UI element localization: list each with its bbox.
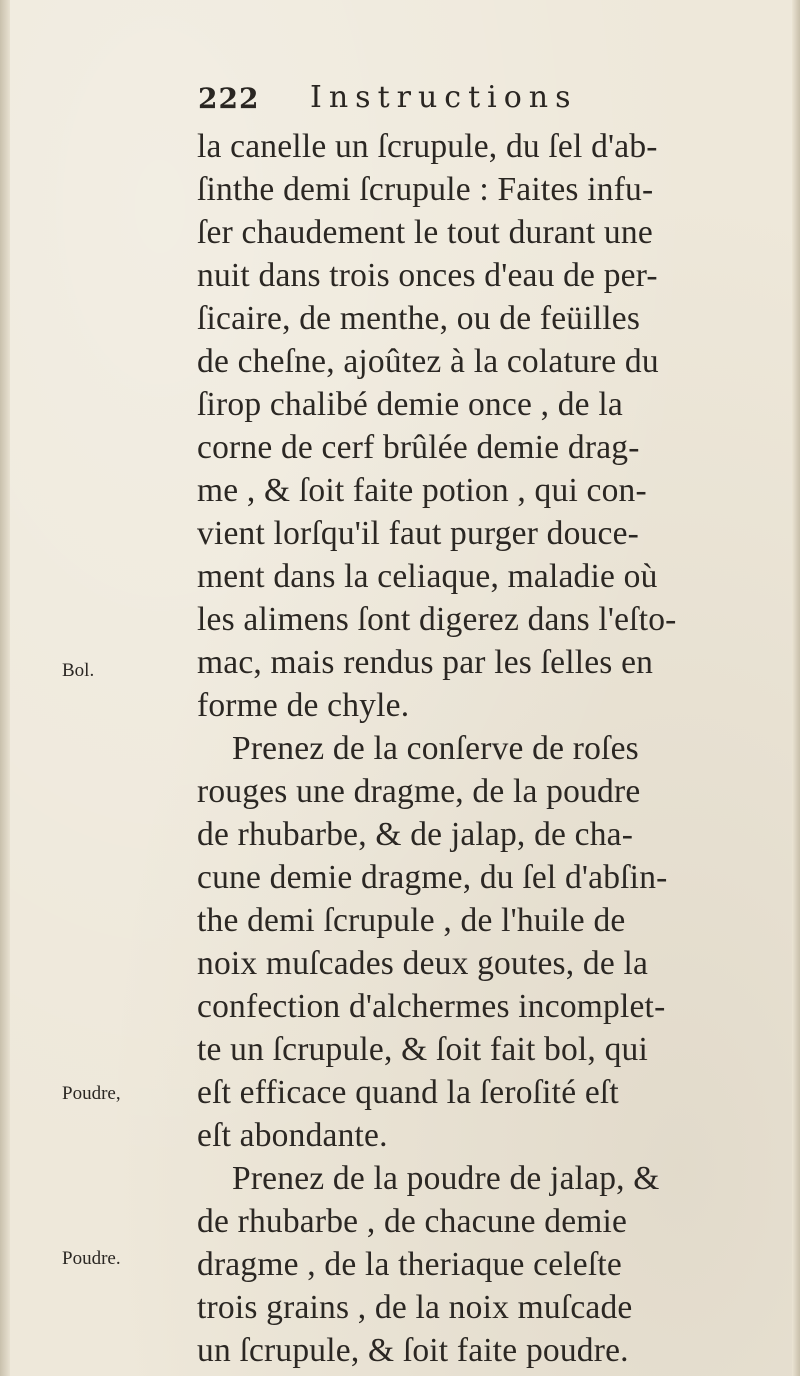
- text-line: rouges une dragme, de la poudre: [197, 773, 641, 810]
- margin-note-bol: Bol.: [62, 660, 95, 681]
- text-line: cune demie dragme, du ſel d'abſin-: [197, 859, 668, 896]
- running-head: Instructions: [310, 80, 578, 115]
- text-line: de cheſne, ajoûtez à la colature du: [197, 343, 659, 380]
- text-line: ſer chaudement le tout durant une: [197, 214, 653, 251]
- text-line: eſt abondante.: [197, 1117, 388, 1154]
- margin-note-poudre-2: Poudre.: [62, 1248, 121, 1269]
- text-line: de rhubarbe, & de jalap, de cha-: [197, 816, 634, 853]
- text-line-paragraph-start: Prenez de la conſerve de roſes: [232, 730, 639, 767]
- text-line: les alimens ſont digerez dans l'eſto-: [197, 601, 677, 638]
- text-line: trois grains , de la noix muſcade: [197, 1289, 633, 1326]
- margin-note-poudre-1: Poudre,: [62, 1083, 121, 1104]
- text-line: un ſcrupule, & ſoit faite poudre.: [197, 1332, 629, 1369]
- text-line: noix muſcades deux goutes, de la: [197, 945, 649, 982]
- page-header: [198, 78, 718, 122]
- text-line: ſinthe demi ſcrupule : Faites infu-: [197, 171, 654, 208]
- page-number: 222: [198, 82, 260, 115]
- text-line: corne de cerf brûlée demie drag-: [197, 429, 640, 466]
- text-line: confection d'alchermes incomplet-: [197, 988, 666, 1025]
- text-line: ment dans la celiaque, maladie où: [197, 558, 658, 595]
- text-line: la canelle un ſcrupule, du ſel d'ab-: [197, 128, 658, 165]
- text-line: nuit dans trois onces d'eau de per-: [197, 257, 658, 294]
- text-line: the demi ſcrupule , de l'huile de: [197, 902, 626, 939]
- text-line: mac, mais rendus par les ſelles en: [197, 644, 654, 681]
- text-line: te un ſcrupule, & ſoit fait bol, qui: [197, 1031, 648, 1068]
- text-line: me , & ſoit faite potion , qui con-: [197, 472, 647, 509]
- text-line: ſirop chalibé demie once , de la: [197, 386, 623, 423]
- page-left-edge: [0, 0, 10, 1376]
- text-line: dragme , de la theriaque celeſte: [197, 1246, 622, 1283]
- text-line-paragraph-start: Prenez de la poudre de jalap, &: [232, 1160, 660, 1197]
- text-line: vient lorſqu'il faut purger douce-: [197, 515, 640, 552]
- text-line: de rhubarbe , de chacune demie: [197, 1203, 628, 1240]
- text-line: ſicaire, de menthe, ou de feüilles: [197, 300, 641, 337]
- page-right-edge: [792, 0, 800, 1376]
- text-line: forme de chyle.: [197, 687, 410, 724]
- text-line: eſt efficace quand la ſeroſité eſt: [197, 1074, 619, 1111]
